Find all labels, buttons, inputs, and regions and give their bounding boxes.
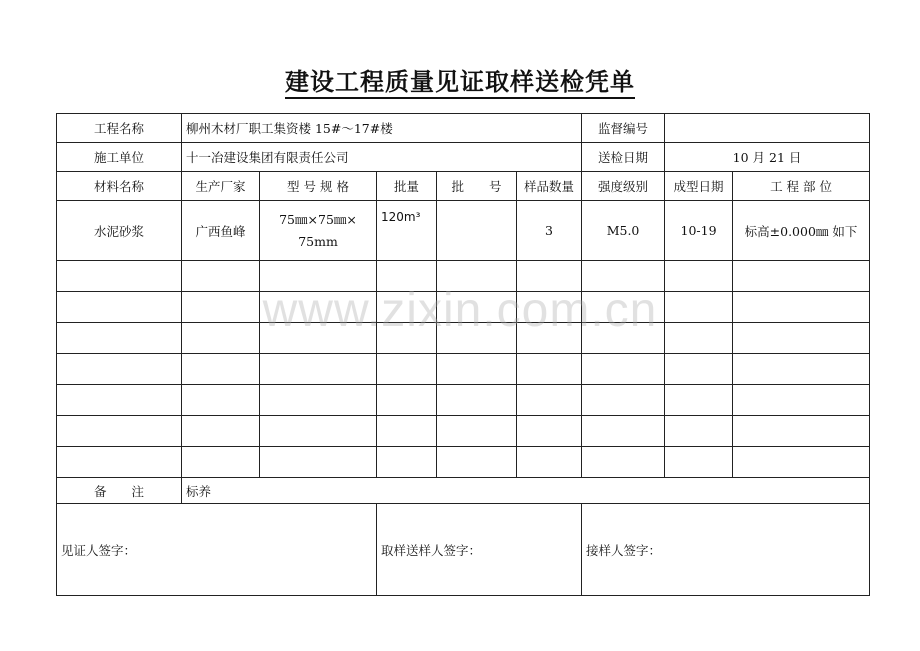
witness-signature: 见证人签字：	[57, 504, 377, 596]
contractor-value: 十一冶建设集团有限责任公司	[182, 143, 582, 172]
empty-row	[57, 447, 870, 478]
contractor-row	[57, 143, 870, 172]
spec-line-1: 75㎜×75㎜×	[279, 211, 357, 227]
receiver-signature: 接样人签字：	[582, 504, 870, 596]
cell-material: 水泥砂浆	[57, 201, 182, 261]
contractor-label: 施工单位	[57, 143, 182, 172]
watermark: www.zixin.com.cn	[262, 284, 658, 337]
project-name-value: 柳州木材厂职工集资楼 15#～17#楼	[182, 114, 582, 143]
column-header-row	[57, 172, 870, 201]
column-header-batch-no: 批 号	[437, 172, 517, 201]
remarks-value: 标养	[182, 478, 870, 504]
submit-date-label: 送检日期	[582, 143, 665, 172]
column-header-material: 材料名称	[57, 172, 182, 201]
remarks-label: 备 注	[57, 478, 182, 504]
empty-row	[57, 385, 870, 416]
cell-location: 标高±0.000㎜ 如下	[733, 201, 870, 261]
column-header-strength: 强度级别	[582, 172, 665, 201]
submission-form-table	[56, 113, 870, 596]
cell-batch-qty: 120m³	[377, 201, 437, 261]
cell-form-date: 10-19	[665, 201, 733, 261]
column-header-batch-qty: 批量	[377, 172, 437, 201]
supervision-number-value	[665, 114, 870, 143]
column-header-sample-qty: 样品数量	[517, 172, 582, 201]
spec-line-2: 75mm	[298, 233, 338, 249]
table-row	[57, 201, 870, 261]
cell-sample-qty: 3	[517, 201, 582, 261]
empty-row	[57, 354, 870, 385]
cell-spec	[260, 201, 377, 261]
column-header-manufacturer: 生产厂家	[182, 172, 260, 201]
project-row	[57, 114, 870, 143]
supervision-number-label: 监督编号	[582, 114, 665, 143]
empty-row	[57, 292, 870, 323]
cell-batch-no	[437, 201, 517, 261]
cell-manufacturer: 广西鱼峰	[182, 201, 260, 261]
project-name-label: 工程名称	[57, 114, 182, 143]
column-header-spec: 型 号 规 格	[260, 172, 377, 201]
cell-strength: M5.0	[582, 201, 665, 261]
column-header-form-date: 成型日期	[665, 172, 733, 201]
submit-date-value: 10 月 21 日	[665, 143, 870, 172]
signature-row	[57, 504, 870, 596]
column-header-location: 工 程 部 位	[733, 172, 870, 201]
remarks-row	[57, 478, 870, 504]
empty-row	[57, 416, 870, 447]
sampler-signature: 取样送样人签字：	[377, 504, 582, 596]
empty-row	[57, 261, 870, 292]
empty-row	[57, 323, 870, 354]
form-title: 建设工程质量见证取样送检凭单	[0, 62, 920, 97]
